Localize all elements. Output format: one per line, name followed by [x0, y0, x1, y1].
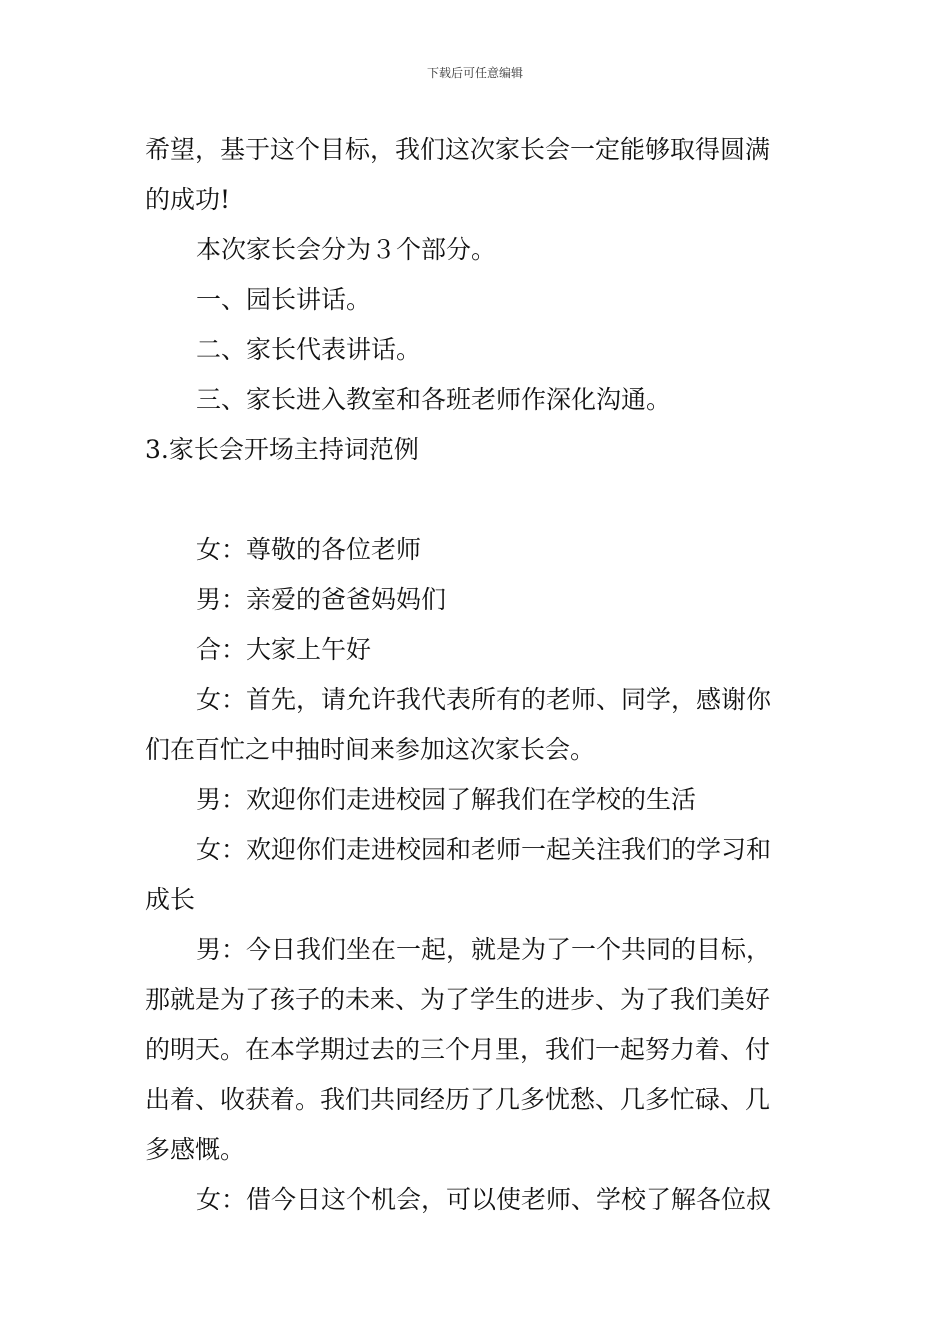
dialogue-line: 男：今日我们坐在一起，就是为了一个共同的目标， — [196, 935, 772, 964]
dialogue-line-continued: 们在百忙之中抽时间来参加这次家长会。 — [145, 735, 596, 764]
list-item: 三、家长进入教室和各班老师作深化沟通。 — [196, 385, 672, 414]
dialogue-line: 女：欢迎你们走进校园和老师一起关注我们的学习和 — [196, 835, 772, 864]
dialogue-line: 男：亲爱的爸爸妈妈们 — [196, 585, 447, 614]
dialogue-line: 合：大家上午好 — [196, 635, 372, 664]
text-line: 的成功! — [145, 185, 231, 214]
text-line: 本次家长会分为３个部分。 — [196, 235, 497, 264]
dialogue-line-continued: 成长 — [145, 885, 196, 914]
page-header: 下载后可任意编辑 — [426, 66, 523, 80]
dialogue-line-continued: 多感慨。 — [145, 1135, 246, 1164]
dialogue-line: 女：首先，请允许我代表所有的老师、同学，感谢你 — [196, 685, 772, 714]
document-body — [145, 125, 809, 1225]
dialogue-line: 男：欢迎你们走进校园了解我们在学校的生活 — [196, 785, 697, 814]
section-heading: 3.家长会开场主持词范例 — [145, 435, 419, 464]
dialogue-line: 女：尊敬的各位老师 — [196, 535, 422, 564]
text-line: 希望，基于这个目标，我们这次家长会一定能够取得圆满 — [145, 135, 771, 164]
dialogue-line-continued: 那就是为了孩子的未来、为了学生的进步、为了我们美好 — [145, 985, 771, 1014]
list-item: 一、园长讲话。 — [196, 285, 372, 314]
dialogue-line: 女：借今日这个机会，可以使老师、学校了解各位叔 — [196, 1185, 772, 1214]
list-item: 二、家长代表讲话。 — [196, 335, 422, 364]
dialogue-line-continued: 出着、收获着。我们共同经历了几多忧愁、几多忙碌、几 — [145, 1085, 771, 1114]
blank-line — [145, 475, 809, 525]
dialogue-line-continued: 的明天。在本学期过去的三个月里，我们一起努力着、付 — [145, 1035, 771, 1064]
